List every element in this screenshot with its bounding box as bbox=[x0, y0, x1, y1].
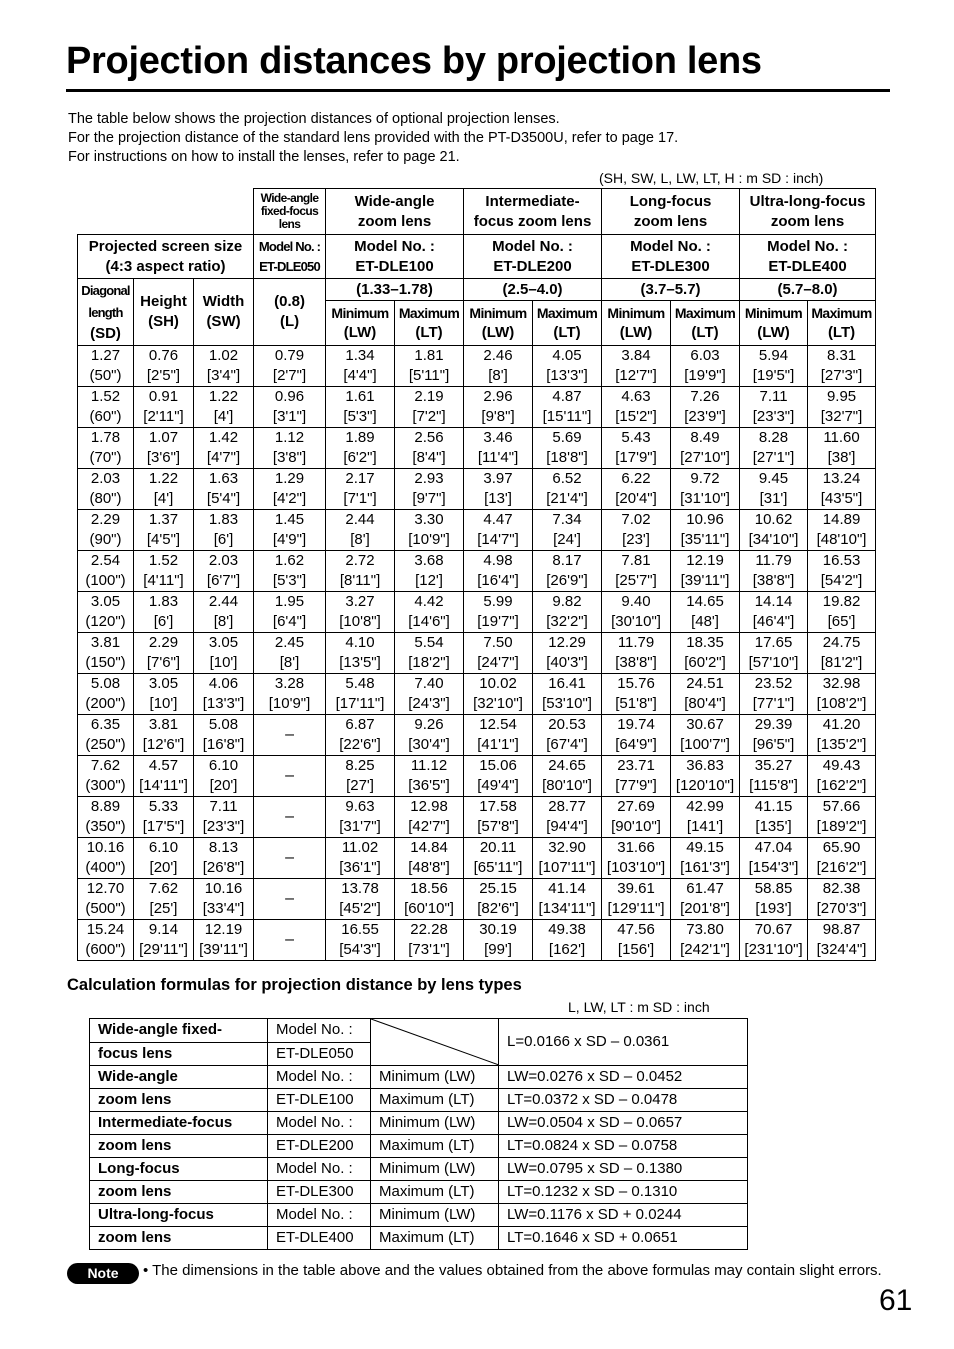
col-header-maximum: Maximum (LT) bbox=[533, 301, 602, 346]
table-row bbox=[78, 510, 876, 551]
cell-wide-lw: 1.61 [5'3"] bbox=[326, 387, 395, 428]
model-header-long: Model No. : ET-DLE300 bbox=[602, 235, 740, 279]
cell-width: 5.08 [16'8"] bbox=[194, 715, 254, 756]
cell-width: 10.16 [33'4"] bbox=[194, 879, 254, 920]
table-row bbox=[78, 674, 876, 715]
intro-line: For the projection distance of the standard lens provided with the PT-D3500U, refer to page 17. bbox=[68, 130, 679, 146]
cell-inter-lw: 4.47 [14'7"] bbox=[464, 510, 533, 551]
formula-minimum: LW=0.1176 x SD + 0.0244 bbox=[499, 1204, 748, 1227]
cell-diagonal: 10.16 (400") bbox=[78, 838, 134, 879]
lens-header-wide: Wide-angle zoom lens bbox=[326, 189, 464, 235]
cell-inter-lw: 12.54 [41'1"] bbox=[464, 715, 533, 756]
ratio-long: (3.7–5.7) bbox=[602, 279, 740, 301]
cell-long-lt: 18.35 [60'2"] bbox=[671, 633, 740, 674]
cell-fixed-l: 1.12 [3'8"] bbox=[254, 428, 326, 469]
cell-long-lt: 30.67 [100'7"] bbox=[671, 715, 740, 756]
diagonal-blank-cell bbox=[371, 1019, 499, 1066]
cell-width: 7.11 [23'3"] bbox=[194, 797, 254, 838]
cell-ultra-lt: 8.31 [27'3"] bbox=[808, 346, 876, 387]
diagonal-line bbox=[371, 1019, 499, 1065]
units-note: (SH, SW, L, LW, LT, H : m SD : inch) bbox=[599, 170, 824, 186]
lens-header-intermediate: Intermediate- focus zoom lens bbox=[464, 189, 602, 235]
cell-wide-lw: 1.89 [6'2"] bbox=[326, 428, 395, 469]
cell-inter-lt: 9.82 [32'2"] bbox=[533, 592, 602, 633]
cell-wide-lt: 3.68 [12'] bbox=[395, 551, 464, 592]
cell-diagonal: 5.08 (200") bbox=[78, 674, 134, 715]
cell-inter-lw: 2.46 [8'] bbox=[464, 346, 533, 387]
cell-wide-lt: 2.56 [8'4"] bbox=[395, 428, 464, 469]
formula-maximum: LT=0.0824 x SD – 0.0758 bbox=[499, 1135, 748, 1158]
cell-width: 1.02 [3'4"] bbox=[194, 346, 254, 387]
formula-maximum: LT=0.1646 x SD + 0.0651 bbox=[499, 1227, 748, 1250]
cell-inter-lw: 4.98 [16'4"] bbox=[464, 551, 533, 592]
cell-long-lt: 24.51 [80'4"] bbox=[671, 674, 740, 715]
cell-long-lt: 8.49 [27'10"] bbox=[671, 428, 740, 469]
cell-height: 1.37 [4'5"] bbox=[134, 510, 194, 551]
intro-line: The table below shows the projection distances of optional projection lenses. bbox=[68, 111, 560, 127]
cell-ultra-lt: 98.87 [324'4"] bbox=[808, 920, 876, 961]
cell-height: 4.57 [14'11"] bbox=[134, 756, 194, 797]
formula-lens-name: Wide-angle bbox=[90, 1066, 268, 1089]
cell-diagonal: 1.27 (50") bbox=[78, 346, 134, 387]
cell-long-lt: 9.72 [31'10"] bbox=[671, 469, 740, 510]
formula-maximum: LT=0.1232 x SD – 0.1310 bbox=[499, 1181, 748, 1204]
page-title: Projection distances by projection lens bbox=[66, 40, 762, 82]
cell-fixed-l: 1.29 [4'2"] bbox=[254, 469, 326, 510]
cell-inter-lt: 16.41 [53'10"] bbox=[533, 674, 602, 715]
cell-ultra-lt: 9.95 [32'7"] bbox=[808, 387, 876, 428]
table-row bbox=[78, 428, 876, 469]
cell-inter-lw: 10.02 [32'10"] bbox=[464, 674, 533, 715]
lens-header-fixed: Wide-angle fixed-focus lens bbox=[254, 189, 326, 235]
ratio-intermediate: (2.5–4.0) bbox=[464, 279, 602, 301]
table-row bbox=[78, 756, 876, 797]
cell-wide-lw: 2.17 [7'1"] bbox=[326, 469, 395, 510]
intro-line: For instructions on how to install the lenses, refer to page 21. bbox=[68, 149, 460, 165]
cell-fixed-l: 2.45 [8'] bbox=[254, 633, 326, 674]
cell-inter-lw: 2.96 [9'8"] bbox=[464, 387, 533, 428]
cell-inter-lw: 3.97 [13'] bbox=[464, 469, 533, 510]
cell-inter-lt: 6.52 [21'4"] bbox=[533, 469, 602, 510]
cell-wide-lt: 2.93 [9'7"] bbox=[395, 469, 464, 510]
model-header-wide: Model No. : ET-DLE100 bbox=[326, 235, 464, 279]
cell-ultra-lw: 23.52 [77'1"] bbox=[740, 674, 808, 715]
cell-inter-lt: 5.69 [18'8"] bbox=[533, 428, 602, 469]
cell-long-lw: 39.61 [129'11"] bbox=[602, 879, 671, 920]
cell-wide-lt: 7.40 [24'3"] bbox=[395, 674, 464, 715]
cell-diagonal: 8.89 (350") bbox=[78, 797, 134, 838]
cell-diagonal: 15.24 (600") bbox=[78, 920, 134, 961]
table-row bbox=[78, 879, 876, 920]
cell-long-lw: 19.74 [64'9"] bbox=[602, 715, 671, 756]
formula-model-number: ET-DLE050 bbox=[268, 1042, 371, 1066]
formulas-title: Calculation formulas for projection distance by lens types bbox=[67, 976, 522, 994]
col-header-diagonal: Diagonal length (SD) bbox=[78, 279, 134, 346]
cell-height: 1.22 [4'] bbox=[134, 469, 194, 510]
cell-wide-lw: 4.10 [13'5"] bbox=[326, 633, 395, 674]
cell-ultra-lw: 7.11 [23'3"] bbox=[740, 387, 808, 428]
table-row bbox=[78, 469, 876, 510]
cell-inter-lw: 15.06 [49'4"] bbox=[464, 756, 533, 797]
cell-wide-lw: 3.27 [10'8"] bbox=[326, 592, 395, 633]
cell-inter-lt: 12.29 [40'3"] bbox=[533, 633, 602, 674]
cell-inter-lw: 30.19 [99'] bbox=[464, 920, 533, 961]
cell-inter-lt: 4.05 [13'3"] bbox=[533, 346, 602, 387]
cell-inter-lt: 32.90 [107'11"] bbox=[533, 838, 602, 879]
cell-inter-lt: 28.77 [94'4"] bbox=[533, 797, 602, 838]
cell-long-lw: 3.84 [12'7"] bbox=[602, 346, 671, 387]
cell-ultra-lt: 41.20 [135'2"] bbox=[808, 715, 876, 756]
lens-header-long: Long-focus zoom lens bbox=[602, 189, 740, 235]
table-row bbox=[78, 838, 876, 879]
cell-ultra-lw: 35.27 [115'8"] bbox=[740, 756, 808, 797]
cell-wide-lw: 11.02 [36'1"] bbox=[326, 838, 395, 879]
col-header-maximum: Maximum (LT) bbox=[808, 301, 876, 346]
cell-ultra-lt: 13.24 [43'5"] bbox=[808, 469, 876, 510]
cell-wide-lw: 5.48 [17'11"] bbox=[326, 674, 395, 715]
cell-wide-lw: 16.55 [54'3"] bbox=[326, 920, 395, 961]
cell-width: 8.13 [26'8"] bbox=[194, 838, 254, 879]
cell-long-lt: 42.99 [141'] bbox=[671, 797, 740, 838]
col-header-maximum: Maximum (LT) bbox=[395, 301, 464, 346]
formula-model-label: Model No. : bbox=[268, 1066, 371, 1089]
cell-long-lt: 12.19 [39'11"] bbox=[671, 551, 740, 592]
cell-ultra-lw: 58.85 [193'] bbox=[740, 879, 808, 920]
cell-fixed-l: – bbox=[254, 838, 326, 879]
cell-fixed-l: – bbox=[254, 920, 326, 961]
cell-height: 0.91 [2'11"] bbox=[134, 387, 194, 428]
model-header-intermediate: Model No. : ET-DLE200 bbox=[464, 235, 602, 279]
cell-fixed-l: 1.62 [5'3"] bbox=[254, 551, 326, 592]
cell-ultra-lw: 70.67 [231'10"] bbox=[740, 920, 808, 961]
table-row bbox=[78, 633, 876, 674]
cell-wide-lt: 9.26 [30'4"] bbox=[395, 715, 464, 756]
cell-inter-lw: 17.58 [57'8"] bbox=[464, 797, 533, 838]
cell-diagonal: 2.54 (100") bbox=[78, 551, 134, 592]
table-row bbox=[78, 592, 876, 633]
cell-ultra-lt: 82.38 [270'3"] bbox=[808, 879, 876, 920]
cell-long-lw: 9.40 [30'10"] bbox=[602, 592, 671, 633]
cell-long-lw: 27.69 [90'10"] bbox=[602, 797, 671, 838]
note-text: • The dimensions in the table above and the values obtained from the above formulas may contain slight errors. bbox=[143, 1262, 882, 1279]
cell-long-lw: 5.43 [17'9"] bbox=[602, 428, 671, 469]
formula-model-label: Model No. : bbox=[268, 1019, 371, 1043]
formula-minimum-label: Minimum (LW) bbox=[371, 1112, 499, 1135]
cell-width: 1.42 [4'7"] bbox=[194, 428, 254, 469]
formula-lens-name: zoom lens bbox=[90, 1227, 268, 1250]
intro-text bbox=[68, 110, 678, 167]
cell-long-lw: 15.76 [51'8"] bbox=[602, 674, 671, 715]
cell-wide-lt: 2.19 [7'2"] bbox=[395, 387, 464, 428]
formula-minimum-label: Minimum (LW) bbox=[371, 1158, 499, 1181]
cell-ultra-lw: 9.45 [31'] bbox=[740, 469, 808, 510]
formula-model-number: ET-DLE300 bbox=[268, 1181, 371, 1204]
cell-long-lw: 6.22 [20'4"] bbox=[602, 469, 671, 510]
cell-width: 1.63 [5'4"] bbox=[194, 469, 254, 510]
cell-diagonal: 12.70 (500") bbox=[78, 879, 134, 920]
formula-minimum-label: Minimum (LW) bbox=[371, 1066, 499, 1089]
cell-fixed-l: 1.95 [6'4"] bbox=[254, 592, 326, 633]
cell-long-lw: 47.56 [156'] bbox=[602, 920, 671, 961]
cell-ultra-lt: 14.89 [48'10"] bbox=[808, 510, 876, 551]
formula-model-label: Model No. : bbox=[268, 1158, 371, 1181]
cell-height: 5.33 [17'5"] bbox=[134, 797, 194, 838]
formula-maximum: LT=0.0372 x SD – 0.0478 bbox=[499, 1089, 748, 1112]
cell-wide-lt: 11.12 [36'5"] bbox=[395, 756, 464, 797]
table-corner-blank bbox=[78, 189, 254, 235]
cell-ultra-lw: 41.15 [135'] bbox=[740, 797, 808, 838]
cell-long-lt: 61.47 [201'8"] bbox=[671, 879, 740, 920]
formula-lens-name: Intermediate-focus bbox=[90, 1112, 268, 1135]
formula-table bbox=[89, 1018, 748, 1250]
cell-ultra-lw: 17.65 [57'10"] bbox=[740, 633, 808, 674]
cell-fixed-l: – bbox=[254, 756, 326, 797]
cell-width: 6.10 [20'] bbox=[194, 756, 254, 797]
cell-ultra-lw: 11.79 [38'8"] bbox=[740, 551, 808, 592]
col-header-fixed-ratio: (0.8) (L) bbox=[254, 279, 326, 346]
table-row bbox=[78, 387, 876, 428]
cell-width: 2.03 [6'7"] bbox=[194, 551, 254, 592]
cell-inter-lw: 5.99 [19'7"] bbox=[464, 592, 533, 633]
cell-long-lt: 49.15 [161'3"] bbox=[671, 838, 740, 879]
formula-maximum-label: Maximum (LT) bbox=[371, 1181, 499, 1204]
cell-wide-lw: 2.72 [8'11"] bbox=[326, 551, 395, 592]
cell-ultra-lw: 10.62 [34'10"] bbox=[740, 510, 808, 551]
cell-ultra-lt: 57.66 [189'2"] bbox=[808, 797, 876, 838]
cell-height: 3.05 [10'] bbox=[134, 674, 194, 715]
cell-long-lt: 14.65 [48'] bbox=[671, 592, 740, 633]
formula-lens-name: zoom lens bbox=[90, 1135, 268, 1158]
cell-fixed-l: 0.79 [2'7"] bbox=[254, 346, 326, 387]
lens-header-ultra: Ultra-long-focus zoom lens bbox=[740, 189, 876, 235]
cell-diagonal: 1.52 (60") bbox=[78, 387, 134, 428]
cell-long-lt: 6.03 [19'9"] bbox=[671, 346, 740, 387]
cell-width: 4.06 [13'3"] bbox=[194, 674, 254, 715]
cell-wide-lt: 12.98 [42'7"] bbox=[395, 797, 464, 838]
cell-ultra-lt: 24.75 [81'2"] bbox=[808, 633, 876, 674]
cell-ultra-lw: 8.28 [27'1"] bbox=[740, 428, 808, 469]
cell-wide-lw: 9.63 [31'7"] bbox=[326, 797, 395, 838]
cell-long-lw: 7.81 [25'7"] bbox=[602, 551, 671, 592]
note-badge: Note bbox=[67, 1263, 139, 1284]
col-header-minimum: Minimum (LW) bbox=[464, 301, 533, 346]
formula-lens-name: Long-focus bbox=[90, 1158, 268, 1181]
formula-lens-name: zoom lens bbox=[90, 1089, 268, 1112]
cell-fixed-l: – bbox=[254, 715, 326, 756]
cell-ultra-lw: 14.14 [46'4"] bbox=[740, 592, 808, 633]
cell-wide-lt: 3.30 [10'9"] bbox=[395, 510, 464, 551]
cell-fixed-l: – bbox=[254, 879, 326, 920]
cell-ultra-lt: 49.43 [162'2"] bbox=[808, 756, 876, 797]
cell-width: 12.19 [39'11"] bbox=[194, 920, 254, 961]
table-row bbox=[78, 346, 876, 387]
cell-long-lw: 23.71 [77'9"] bbox=[602, 756, 671, 797]
cell-inter-lt: 7.34 [24'] bbox=[533, 510, 602, 551]
cell-long-lt: 10.96 [35'11"] bbox=[671, 510, 740, 551]
cell-long-lt: 36.83 [120'10"] bbox=[671, 756, 740, 797]
cell-diagonal: 6.35 (250") bbox=[78, 715, 134, 756]
cell-inter-lw: 25.15 [82'6"] bbox=[464, 879, 533, 920]
cell-inter-lw: 7.50 [24'7"] bbox=[464, 633, 533, 674]
cell-long-lw: 31.66 [103'10"] bbox=[602, 838, 671, 879]
cell-wide-lw: 1.34 [4'4"] bbox=[326, 346, 395, 387]
formula-minimum-label: Minimum (LW) bbox=[371, 1204, 499, 1227]
cell-wide-lw: 13.78 [45'2"] bbox=[326, 879, 395, 920]
cell-diagonal: 3.05 (120") bbox=[78, 592, 134, 633]
formula-lens-name: zoom lens bbox=[90, 1181, 268, 1204]
cell-diagonal: 1.78 (70") bbox=[78, 428, 134, 469]
cell-inter-lt: 41.14 [134'11"] bbox=[533, 879, 602, 920]
formulas-units-note: L, LW, LT : m SD : inch bbox=[568, 999, 710, 1015]
cell-fixed-l: 1.45 [4'9"] bbox=[254, 510, 326, 551]
cell-fixed-l: 3.28 [10'9"] bbox=[254, 674, 326, 715]
formula-minimum: LW=0.0276 x SD – 0.0452 bbox=[499, 1066, 748, 1089]
cell-fixed-l: 0.96 [3'1"] bbox=[254, 387, 326, 428]
cell-width: 3.05 [10'] bbox=[194, 633, 254, 674]
cell-ultra-lw: 47.04 [154'3"] bbox=[740, 838, 808, 879]
cell-diagonal: 7.62 (300") bbox=[78, 756, 134, 797]
page-number: 61 bbox=[879, 1284, 913, 1317]
cell-diagonal: 2.29 (90") bbox=[78, 510, 134, 551]
cell-width: 1.83 [6'] bbox=[194, 510, 254, 551]
cell-ultra-lw: 5.94 [19'5"] bbox=[740, 346, 808, 387]
formula-minimum: LW=0.0504 x SD – 0.0657 bbox=[499, 1112, 748, 1135]
formula-model-number: ET-DLE100 bbox=[268, 1089, 371, 1112]
table-row bbox=[78, 920, 876, 961]
formula-model-label: Model No. : bbox=[268, 1112, 371, 1135]
cell-wide-lt: 5.54 [18'2"] bbox=[395, 633, 464, 674]
model-header-fixed: Model No. : ET-DLE050 bbox=[254, 235, 326, 279]
cell-height: 7.62 [25'] bbox=[134, 879, 194, 920]
cell-wide-lt: 4.42 [14'6"] bbox=[395, 592, 464, 633]
formula-fixed: L=0.0166 x SD – 0.0361 bbox=[499, 1019, 748, 1066]
cell-inter-lt: 20.53 [67'4"] bbox=[533, 715, 602, 756]
cell-inter-lt: 8.17 [26'9"] bbox=[533, 551, 602, 592]
formula-model-number: ET-DLE400 bbox=[268, 1227, 371, 1250]
ratio-ultra: (5.7–8.0) bbox=[740, 279, 876, 301]
cell-wide-lw: 8.25 [27'] bbox=[326, 756, 395, 797]
col-header-maximum: Maximum (LT) bbox=[671, 301, 740, 346]
col-header-height: Height (SH) bbox=[134, 279, 194, 346]
cell-ultra-lt: 65.90 [216'2"] bbox=[808, 838, 876, 879]
formula-lens-name: focus lens bbox=[90, 1042, 268, 1066]
formula-model-label: Model No. : bbox=[268, 1204, 371, 1227]
cell-wide-lw: 2.44 [8'] bbox=[326, 510, 395, 551]
cell-ultra-lt: 11.60 [38'] bbox=[808, 428, 876, 469]
col-header-width: Width (SW) bbox=[194, 279, 254, 346]
cell-ultra-lt: 16.53 [54'2"] bbox=[808, 551, 876, 592]
cell-long-lw: 4.63 [15'2"] bbox=[602, 387, 671, 428]
formula-maximum-label: Maximum (LT) bbox=[371, 1227, 499, 1250]
title-underline bbox=[66, 89, 890, 92]
cell-height: 2.29 [7'6"] bbox=[134, 633, 194, 674]
cell-wide-lt: 14.84 [48'8"] bbox=[395, 838, 464, 879]
cell-long-lt: 7.26 [23'9"] bbox=[671, 387, 740, 428]
cell-inter-lw: 20.11 [65'11"] bbox=[464, 838, 533, 879]
cell-height: 1.83 [6'] bbox=[134, 592, 194, 633]
cell-long-lw: 11.79 [38'8"] bbox=[602, 633, 671, 674]
cell-ultra-lt: 19.82 [65'] bbox=[808, 592, 876, 633]
table-row bbox=[78, 715, 876, 756]
cell-ultra-lw: 29.39 [96'5"] bbox=[740, 715, 808, 756]
cell-diagonal: 2.03 (80") bbox=[78, 469, 134, 510]
cell-ultra-lt: 32.98 [108'2"] bbox=[808, 674, 876, 715]
col-header-minimum: Minimum (LW) bbox=[326, 301, 395, 346]
cell-diagonal: 3.81 (150") bbox=[78, 633, 134, 674]
cell-wide-lt: 1.81 [5'11"] bbox=[395, 346, 464, 387]
cell-width: 2.44 [8'] bbox=[194, 592, 254, 633]
col-header-minimum: Minimum (LW) bbox=[602, 301, 671, 346]
cell-inter-lw: 3.46 [11'4"] bbox=[464, 428, 533, 469]
col-header-minimum: Minimum (LW) bbox=[740, 301, 808, 346]
cell-inter-lt: 24.65 [80'10"] bbox=[533, 756, 602, 797]
cell-wide-lt: 18.56 [60'10"] bbox=[395, 879, 464, 920]
cell-fixed-l: – bbox=[254, 797, 326, 838]
cell-height: 0.76 [2'5"] bbox=[134, 346, 194, 387]
cell-long-lt: 73.80 [242'1"] bbox=[671, 920, 740, 961]
screen-size-header: Projected screen size (4:3 aspect ratio) bbox=[78, 235, 254, 279]
formula-lens-name: Ultra-long-focus bbox=[90, 1204, 268, 1227]
ratio-wide: (1.33–1.78) bbox=[326, 279, 464, 301]
cell-height: 1.52 [4'11"] bbox=[134, 551, 194, 592]
projection-distance-table bbox=[77, 188, 876, 961]
cell-height: 6.10 [20'] bbox=[134, 838, 194, 879]
formula-maximum-label: Maximum (LT) bbox=[371, 1135, 499, 1158]
cell-wide-lw: 6.87 [22'6"] bbox=[326, 715, 395, 756]
cell-inter-lt: 4.87 [15'11"] bbox=[533, 387, 602, 428]
formula-maximum-label: Maximum (LT) bbox=[371, 1089, 499, 1112]
cell-height: 1.07 [3'6"] bbox=[134, 428, 194, 469]
cell-width: 1.22 [4'] bbox=[194, 387, 254, 428]
cell-height: 3.81 [12'6"] bbox=[134, 715, 194, 756]
table-row bbox=[78, 551, 876, 592]
formula-minimum: LW=0.0795 x SD – 0.1380 bbox=[499, 1158, 748, 1181]
formula-model-number: ET-DLE200 bbox=[268, 1135, 371, 1158]
formula-lens-name: Wide-angle fixed- bbox=[90, 1019, 268, 1043]
cell-height: 9.14 [29'11"] bbox=[134, 920, 194, 961]
model-header-ultra: Model No. : ET-DLE400 bbox=[740, 235, 876, 279]
cell-wide-lt: 22.28 [73'1"] bbox=[395, 920, 464, 961]
table-row bbox=[78, 797, 876, 838]
cell-inter-lt: 49.38 [162'] bbox=[533, 920, 602, 961]
cell-long-lw: 7.02 [23'] bbox=[602, 510, 671, 551]
